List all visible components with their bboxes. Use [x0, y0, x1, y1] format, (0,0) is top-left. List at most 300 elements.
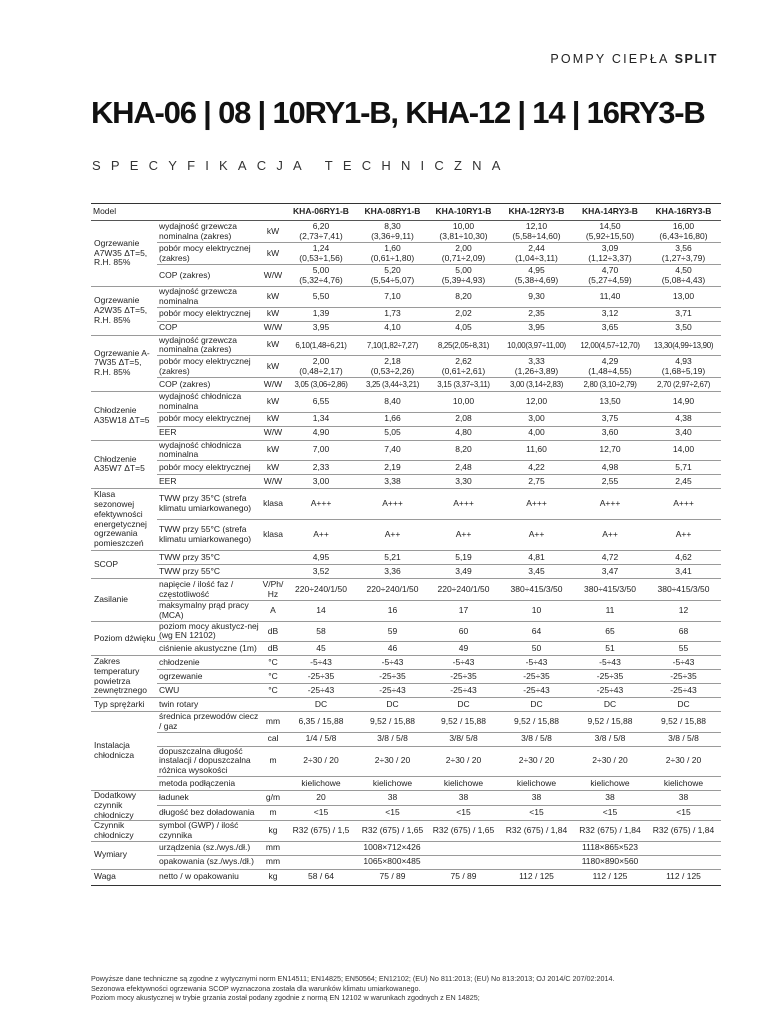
param-label: EER: [157, 426, 261, 440]
value-cell: 3,25 (3,44÷3,21): [357, 378, 428, 392]
value-cell: -5÷43: [499, 656, 574, 670]
value-cell: 4,22: [499, 461, 574, 475]
value-cell: -25÷35: [428, 670, 499, 684]
value-cell: A+++: [499, 489, 574, 520]
value-cell: 59: [357, 621, 428, 642]
unit-label: kW: [261, 221, 285, 243]
group-label: Ogrzewanie A-7W35 ΔT=5, R.H. 85%: [91, 335, 157, 392]
param-label: napięcie / ilość faz / częstotliwość: [157, 579, 261, 601]
value-cell: 4,00: [499, 426, 574, 440]
unit-label: g/m: [261, 791, 285, 806]
spec-header-row: [91, 204, 721, 221]
value-cell: 8,30 (3,36÷9,11): [357, 221, 428, 243]
unit-label: V/Ph/ Hz: [262, 578, 284, 599]
param-label: TWW przy 55°C: [157, 565, 261, 579]
unit-label: dB: [261, 621, 285, 642]
param-label: urządzenia (sz./wys./dł.): [157, 841, 261, 855]
value-cell: R32 (675) / 1,65: [357, 821, 428, 842]
value-cell: 38: [499, 791, 574, 806]
unit-label: cal: [261, 732, 285, 746]
table-row: [91, 440, 721, 461]
unit-label: °C: [261, 670, 285, 684]
group-label: Instalacja chłodnicza: [91, 712, 157, 791]
unit-label: kg: [261, 821, 285, 842]
table-row: [91, 732, 721, 746]
value-cell: 9,52 / 15,88: [574, 712, 646, 733]
group-label: Wymiary: [91, 841, 157, 869]
group-label: Dodatkowy czynnik chłodniczy: [91, 791, 157, 821]
value-cell: 2,70 (2,97÷2,67): [646, 378, 721, 392]
value-cell: 1/4 / 5/8: [285, 732, 357, 746]
value-cell: 20: [285, 791, 357, 806]
value-cell: 8,25(2,05÷8,31): [428, 335, 499, 356]
value-cell: 3,41: [646, 565, 721, 579]
value-cell: <15: [285, 806, 357, 821]
table-row: [91, 461, 721, 475]
value-cell: DC: [428, 698, 499, 712]
model-header: KHA-14RY3-B: [574, 204, 646, 221]
param-label: poziom mocy akustycz-nej (wg EN 12102): [157, 621, 261, 642]
unit-label: °C: [261, 656, 285, 670]
value-cell: 12: [646, 601, 721, 622]
param-label: maksymalny prąd pracy (MCA): [157, 601, 261, 622]
value-cell: 7,10: [357, 287, 428, 308]
value-cell: 50: [499, 642, 574, 656]
value-cell: 60: [428, 621, 499, 642]
table-row: [91, 869, 721, 885]
value-cell: 2÷30 / 20: [574, 746, 646, 776]
unit-label: m: [261, 746, 285, 776]
value-cell: 7,40: [357, 440, 428, 461]
unit-label: m: [261, 806, 285, 821]
value-cell: 3,36: [357, 565, 428, 579]
value-cell: 46: [357, 642, 428, 656]
param-label: pobór mocy elektrycznej: [157, 307, 261, 321]
value-cell: 3/8 / 5/8: [499, 732, 574, 746]
value-cell: 2÷30 / 20: [428, 746, 499, 776]
value-cell: 65: [574, 621, 646, 642]
footnote: Poziom mocy akustycznej w trybie grzania został podany zgodnie z normą EN 12102 w warunkach zgodnych z EN 14825;: [91, 993, 480, 1002]
unit-label: dB: [261, 642, 285, 656]
value-cell: 380÷415/3/50: [646, 579, 721, 601]
value-cell: DC: [574, 698, 646, 712]
value-cell: 3,60: [574, 426, 646, 440]
group-label: Klasa sezonowej efektywności energetycznej ogrzewania pomieszczeń: [91, 489, 157, 551]
page-subtitle: SPECYFIKACJA TECHNICZNA: [92, 158, 511, 173]
value-cell: 3,49: [428, 565, 499, 579]
param-label: pobór mocy elektrycznej (zakres): [157, 243, 261, 265]
value-cell: 2,44 (1,04÷3,11): [499, 243, 574, 265]
table-row: [91, 791, 721, 806]
unit-label: kg: [261, 869, 285, 885]
unit-label: kW: [261, 307, 285, 321]
unit-label: °C: [261, 684, 285, 698]
value-cell: -25÷43: [574, 684, 646, 698]
table-row: [91, 841, 721, 855]
brand-category-bold: SPLIT: [674, 52, 718, 66]
value-cell: 75 / 89: [357, 869, 428, 885]
model-header: KHA-12RY3-B: [499, 204, 574, 221]
footnotes: [91, 974, 615, 1003]
table-row: [91, 855, 721, 869]
unit-label: W/W: [261, 265, 285, 287]
value-cell: 64: [499, 621, 574, 642]
param-label: EER: [157, 475, 261, 489]
value-cell: 9,52 / 15,88: [646, 712, 721, 733]
value-cell: A++: [357, 520, 428, 551]
group-label: Czynnik chłodniczy: [91, 821, 157, 842]
param-label: metoda podłączenia: [157, 777, 261, 791]
value-cell: 3,50: [646, 321, 721, 335]
value-cell: 10,00(3,97÷11,00): [499, 335, 574, 356]
param-label: COP (zakres): [157, 265, 261, 287]
param-label: średnica przewodów ciecz / gaz: [157, 712, 261, 733]
value-cell: 3,75: [574, 412, 646, 426]
value-cell: 1,39: [285, 307, 357, 321]
value-cell: -5÷43: [428, 656, 499, 670]
value-cell: 9,52 / 15,88: [428, 712, 499, 733]
value-cell: 4,10: [357, 321, 428, 335]
unit-label: klasa: [261, 489, 285, 520]
param-label: wydajność grzewcza nominalna: [157, 287, 261, 308]
value-cell: 2,00 (0,71÷2,09): [428, 243, 499, 265]
unit-label: kW: [261, 287, 285, 308]
value-cell: 3,00: [285, 475, 357, 489]
value-cell: 3,40: [646, 426, 721, 440]
value-cell: A++: [499, 520, 574, 551]
param-label: [157, 732, 261, 746]
value-cell: 4,05: [428, 321, 499, 335]
footnote: Powyższe dane techniczne są zgodne z wytycznymi norm EN14511; EN14825; EN50564; EN12102; (EU) No 811:2013; (EU) No 813:2013; OJ 2014/C 207/02:2014.: [91, 974, 615, 983]
value-cell: 9,52 / 15,88: [357, 712, 428, 733]
value-cell: 13,50: [574, 392, 646, 413]
value-cell: A+++: [357, 489, 428, 520]
table-row: [91, 777, 721, 791]
table-row: [91, 287, 721, 308]
table-row: [91, 335, 721, 356]
value-cell: 5,05: [357, 426, 428, 440]
unit-label: W/W: [261, 378, 285, 392]
value-cell: A+++: [428, 489, 499, 520]
value-cell: 2,55: [574, 475, 646, 489]
value-cell: -25÷35: [646, 670, 721, 684]
unit-label: kW: [261, 392, 285, 413]
table-row: [91, 642, 721, 656]
value-cell: 112 / 125: [646, 869, 721, 885]
value-cell: 5,50: [285, 287, 357, 308]
param-label: twin rotary: [157, 698, 261, 712]
value-cell: 3,38: [357, 475, 428, 489]
brand-category-text: POMPY CIEPŁA: [550, 52, 669, 66]
table-row: [91, 565, 721, 579]
group-label: Chłodzenie A35W18 ΔT=5: [91, 392, 157, 441]
value-cell: 3,05 (3,06÷2,86): [285, 378, 357, 392]
table-row: [91, 221, 721, 243]
model-header: KHA-08RY1-B: [357, 204, 428, 221]
value-cell: <15: [428, 806, 499, 821]
value-cell: 58: [285, 621, 357, 642]
value-cell: 1,34: [285, 412, 357, 426]
value-cell: 8,20: [428, 287, 499, 308]
value-cell: kielichowe: [499, 777, 574, 791]
value-cell: 1,73: [357, 307, 428, 321]
value-cell: 4,90: [285, 426, 357, 440]
value-cell: 55: [646, 642, 721, 656]
value-cell: -5÷43: [357, 656, 428, 670]
value-cell: 12,00(4,57÷12,70): [574, 335, 646, 356]
group-label: Poziom dźwięku: [91, 621, 157, 656]
value-cell: 10,00: [428, 392, 499, 413]
unit-label: A: [261, 601, 285, 622]
value-cell: -5÷43: [285, 656, 357, 670]
value-cell: 1118×865×523: [499, 841, 721, 855]
unit-label: mm: [261, 712, 285, 733]
value-cell: 10: [499, 601, 574, 622]
param-label: symbol (GWP) / ilość czynnika: [157, 821, 261, 842]
model-header: KHA-06RY1-B: [285, 204, 357, 221]
value-cell: 3,33 (1,26÷3,89): [499, 356, 574, 378]
value-cell: 8,20: [428, 440, 499, 461]
value-cell: 1,60 (0,61÷1,80): [357, 243, 428, 265]
group-label: Zakres temperatury powietrza zewnętrznego: [91, 656, 157, 698]
value-cell: 14,50 (5,92÷15,50): [574, 221, 646, 243]
value-cell: 5,71: [646, 461, 721, 475]
value-cell: 5,19: [428, 551, 499, 565]
value-cell: 6,55: [285, 392, 357, 413]
value-cell: 3,09 (1,12÷3,37): [574, 243, 646, 265]
table-row: [91, 579, 721, 601]
unit-label: klasa: [261, 520, 285, 551]
unit-label: [261, 565, 285, 579]
value-cell: 4,72: [574, 551, 646, 565]
value-cell: 4,81: [499, 551, 574, 565]
value-cell: 5,00 (5,39÷4,93): [428, 265, 499, 287]
group-label: SCOP: [91, 551, 157, 579]
table-row: [91, 412, 721, 426]
value-cell: 5,20 (5,54÷5,07): [357, 265, 428, 287]
value-cell: 4,80: [428, 426, 499, 440]
unit-label: kW: [261, 440, 285, 461]
value-cell: R32 (675) / 1,65: [428, 821, 499, 842]
value-cell: 3,56 (1,27÷3,79): [646, 243, 721, 265]
value-cell: 2,33: [285, 461, 357, 475]
group-label: Typ sprężarki: [91, 698, 157, 712]
value-cell: 2÷30 / 20: [646, 746, 721, 776]
param-label: netto / w opakowaniu: [157, 869, 261, 885]
value-cell: 16: [357, 601, 428, 622]
table-row: [91, 489, 721, 520]
value-cell: -25÷35: [285, 670, 357, 684]
value-cell: 7,00: [285, 440, 357, 461]
value-cell: 3/8 / 5/8: [357, 732, 428, 746]
value-cell: 58 / 64: [285, 869, 357, 885]
value-cell: 13,00: [646, 287, 721, 308]
param-label: TWW przy 35°C: [157, 551, 261, 565]
unit-label: kW: [261, 335, 285, 356]
value-cell: 4,95: [285, 551, 357, 565]
value-cell: 1180×890×560: [499, 855, 721, 869]
value-cell: 4,95 (5,38÷4,69): [499, 265, 574, 287]
param-label: chłodzenie: [157, 656, 261, 670]
value-cell: 75 / 89: [428, 869, 499, 885]
unit-label: kW: [261, 461, 285, 475]
value-cell: 12,70: [574, 440, 646, 461]
value-cell: -5÷43: [646, 656, 721, 670]
value-cell: 112 / 125: [499, 869, 574, 885]
value-cell: 4,38: [646, 412, 721, 426]
value-cell: 4,93 (1,68÷5,19): [646, 356, 721, 378]
value-cell: 2,48: [428, 461, 499, 475]
value-cell: 6,35 / 15,88: [285, 712, 357, 733]
unit-label: [261, 698, 285, 712]
value-cell: R32 (675) / 1,84: [499, 821, 574, 842]
table-row: [91, 321, 721, 335]
value-cell: 4,29 (1,48÷4,55): [574, 356, 646, 378]
value-cell: 4,62: [646, 551, 721, 565]
value-cell: 1,24 (0,53÷1,56): [285, 243, 357, 265]
value-cell: 3,00 (3,14÷2,83): [499, 378, 574, 392]
param-label: wydajność chłodnicza nominalna: [157, 440, 261, 461]
param-label: dopuszczalna długość instalacji / dopuszczalna różnica wysokości: [157, 746, 261, 776]
table-row: [91, 670, 721, 684]
group-label: Ogrzewanie A2W35 ΔT=5, R.H. 85%: [91, 287, 157, 336]
unit-label: W/W: [261, 475, 285, 489]
value-cell: 220÷240/1/50: [357, 579, 428, 601]
param-label: CWU: [157, 684, 261, 698]
value-cell: A++: [285, 520, 357, 551]
table-row: [91, 378, 721, 392]
value-cell: 38: [574, 791, 646, 806]
param-label: TWW przy 35°C (strefa klimatu umiarkowanego): [157, 489, 261, 520]
value-cell: 3,52: [285, 565, 357, 579]
table-row: [91, 356, 721, 378]
value-cell: -25÷43: [646, 684, 721, 698]
unit-label: W/W: [261, 426, 285, 440]
value-cell: <15: [357, 806, 428, 821]
param-label: ciśnienie akustyczne (1m): [157, 642, 261, 656]
value-cell: 3,95: [499, 321, 574, 335]
param-label: ładunek: [157, 791, 261, 806]
value-cell: 2,08: [428, 412, 499, 426]
param-label: pobór mocy elektrycznej: [157, 412, 261, 426]
table-row: [91, 656, 721, 670]
table-row: [91, 265, 721, 287]
value-cell: -25÷35: [499, 670, 574, 684]
value-cell: 3/8/ 5/8: [428, 732, 499, 746]
group-label: Chłodzenie A35W7 ΔT=5: [91, 440, 157, 489]
value-cell: 11,40: [574, 287, 646, 308]
value-cell: DC: [357, 698, 428, 712]
value-cell: 14,90: [646, 392, 721, 413]
value-cell: 2,75: [499, 475, 574, 489]
value-cell: 3/8 / 5/8: [574, 732, 646, 746]
value-cell: kielichowe: [285, 777, 357, 791]
spec-table: [91, 203, 721, 886]
value-cell: -25÷35: [574, 670, 646, 684]
value-cell: 10,00 (3,81÷10,30): [428, 221, 499, 243]
unit-label: mm: [261, 855, 285, 869]
value-cell: 3,95: [285, 321, 357, 335]
param-label: ogrzewanie: [157, 670, 261, 684]
value-cell: DC: [499, 698, 574, 712]
value-cell: 2,45: [646, 475, 721, 489]
value-cell: 3,71: [646, 307, 721, 321]
value-cell: 112 / 125: [574, 869, 646, 885]
unit-label: mm: [261, 841, 285, 855]
model-header: KHA-16RY3-B: [646, 204, 721, 221]
value-cell: 4,50 (5,08÷4,43): [646, 265, 721, 287]
param-label: COP: [157, 321, 261, 335]
value-cell: 68: [646, 621, 721, 642]
value-cell: 2,62 (0,61÷2,61): [428, 356, 499, 378]
value-cell: -25÷43: [285, 684, 357, 698]
value-cell: A++: [574, 520, 646, 551]
value-cell: 38: [357, 791, 428, 806]
value-cell: 8,40: [357, 392, 428, 413]
group-label: Ogrzewanie A7W35 ΔT=5, R.H. 85%: [91, 221, 157, 287]
value-cell: kielichowe: [357, 777, 428, 791]
value-cell: 3,15 (3,37÷3,11): [428, 378, 499, 392]
value-cell: kielichowe: [428, 777, 499, 791]
value-cell: 12,10 (5,58÷14,60): [499, 221, 574, 243]
table-row: [91, 475, 721, 489]
value-cell: DC: [285, 698, 357, 712]
value-cell: R32 (675) / 1,84: [646, 821, 721, 842]
value-cell: <15: [646, 806, 721, 821]
value-cell: A+++: [285, 489, 357, 520]
value-cell: -25÷43: [428, 684, 499, 698]
value-cell: 2,19: [357, 461, 428, 475]
value-cell: -25÷35: [357, 670, 428, 684]
model-header: KHA-10RY1-B: [428, 204, 499, 221]
value-cell: 11: [574, 601, 646, 622]
value-cell: <15: [499, 806, 574, 821]
value-cell: 49: [428, 642, 499, 656]
value-cell: 14: [285, 601, 357, 622]
value-cell: kielichowe: [574, 777, 646, 791]
param-label: COP (zakres): [157, 378, 261, 392]
value-cell: 51: [574, 642, 646, 656]
table-row: [91, 746, 721, 776]
value-cell: 38: [646, 791, 721, 806]
value-cell: 4,70 (5,27÷4,59): [574, 265, 646, 287]
value-cell: 1065×800×485: [285, 855, 499, 869]
value-cell: 17: [428, 601, 499, 622]
value-cell: <15: [574, 806, 646, 821]
value-cell: 11,60: [499, 440, 574, 461]
value-cell: R32 (675) / 1,84: [574, 821, 646, 842]
value-cell: kielichowe: [646, 777, 721, 791]
value-cell: 5,21: [357, 551, 428, 565]
param-label: wydajność grzewcza nominalna (zakres): [157, 335, 261, 356]
table-row: [91, 712, 721, 733]
param-label: wydajność grzewcza nominalna (zakres): [157, 221, 261, 243]
spec-body: [91, 221, 721, 886]
table-row: [91, 621, 721, 642]
value-cell: 3,47: [574, 565, 646, 579]
table-row: [91, 684, 721, 698]
value-cell: 2,02: [428, 307, 499, 321]
footnote: Sezonowa efektywności ogrzewania SCOP wyznaczona została dla warunków klimatu umiarkowanego.: [91, 983, 421, 993]
value-cell: 1008×712×426: [285, 841, 499, 855]
value-cell: 13,30(4,99÷13,90): [646, 335, 721, 356]
param-label: pobór mocy elektrycznej: [157, 461, 261, 475]
model-label: Model: [91, 204, 285, 221]
value-cell: 16,00 (6,43÷16,80): [646, 221, 721, 243]
value-cell: 380÷415/3/50: [499, 579, 574, 601]
value-cell: -5÷43: [574, 656, 646, 670]
unit-label: kW: [261, 412, 285, 426]
